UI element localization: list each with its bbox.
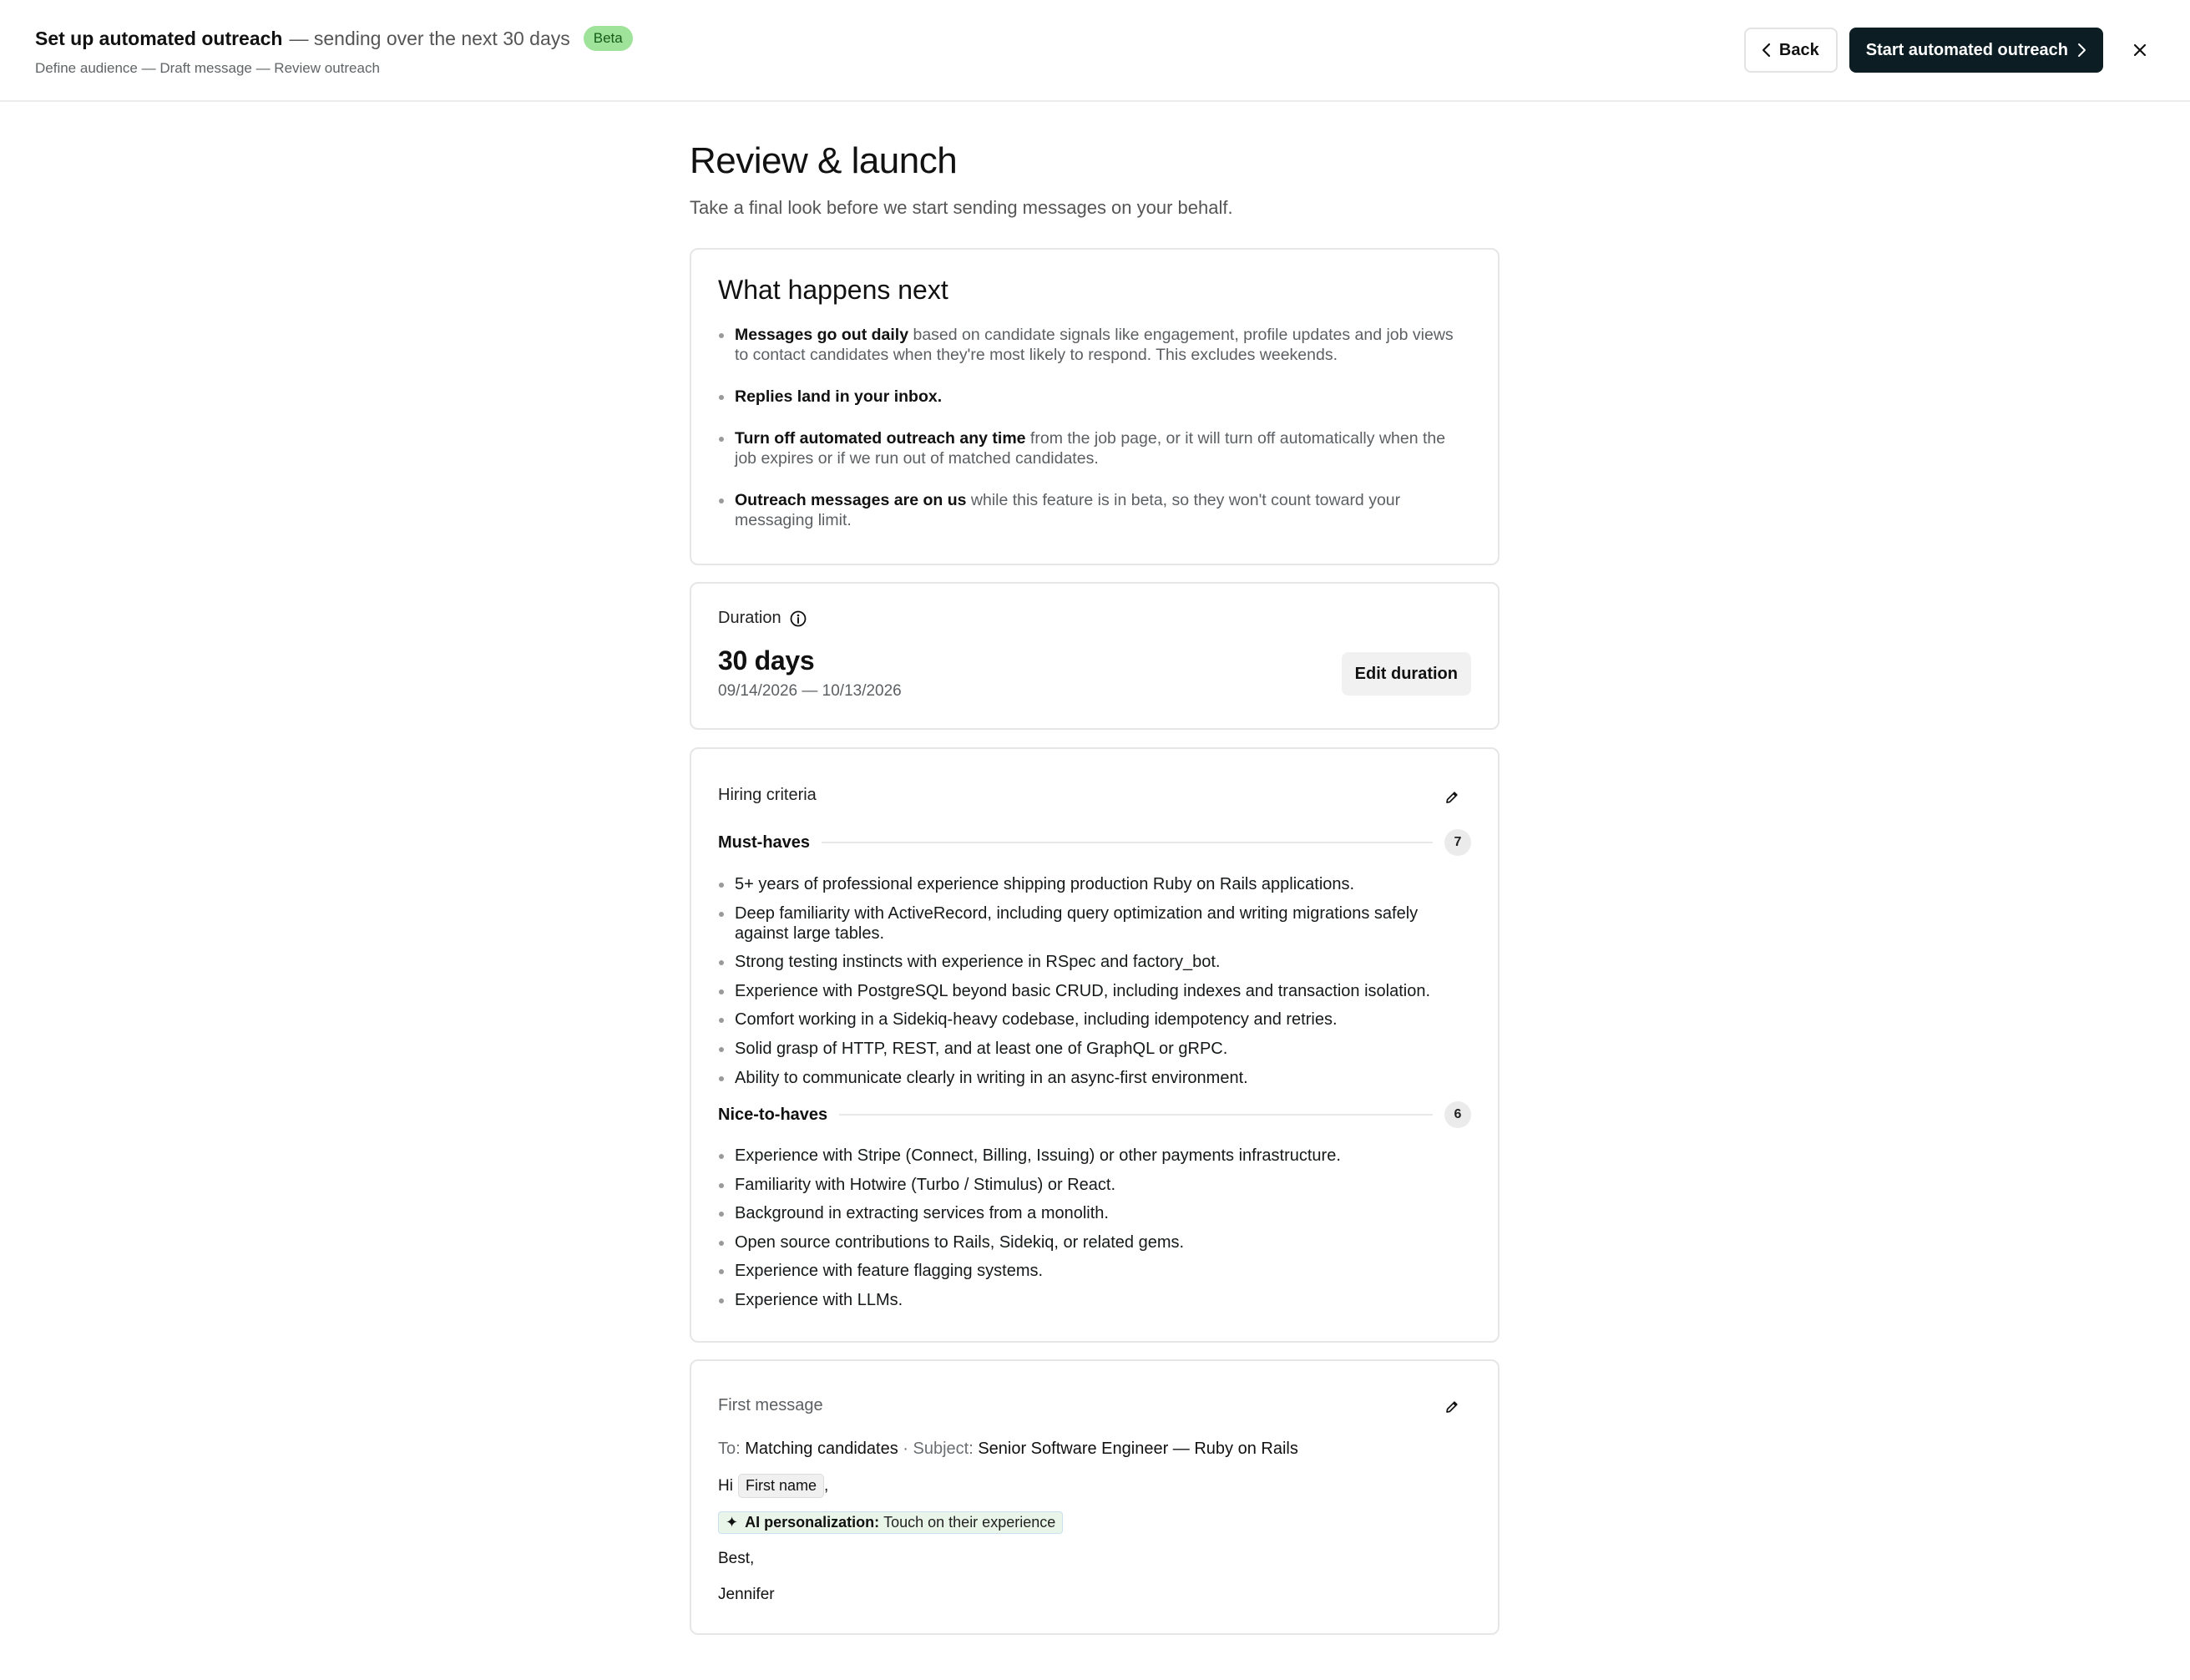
chevron-right-icon — [2076, 43, 2086, 58]
message-signoff: Best, — [718, 1550, 755, 1567]
list-item: Strong testing instincts with experience in RSpec and factory_bot. — [718, 952, 1464, 972]
must-haves-header — [718, 829, 1471, 856]
subject-label: Subject: — [913, 1440, 974, 1458]
what-happens-next-title: What happens next — [718, 275, 948, 305]
duration-label: Duration — [718, 609, 781, 627]
page-heading — [690, 140, 1500, 219]
message-signature: Jennifer — [718, 1586, 775, 1603]
step-breadcrumb: Define audience — Draft message — Review outreach — [35, 60, 380, 76]
greeting-comma: , — [823, 1476, 829, 1495]
page-subtitle: Take a final look before we start sending messages on your behalf. — [690, 197, 1233, 218]
list-item-text: based on candidate signals like engagement, profile updates and job views to contact candidates when they're most likely to respond. This excludes weekends. — [735, 326, 1454, 364]
sparkle-icon: ✦ — [726, 1514, 739, 1531]
pencil-icon — [1444, 1399, 1459, 1414]
hiring-criteria-label: Hiring criteria — [718, 786, 817, 804]
nice-to-haves-header — [718, 1101, 1471, 1128]
header-subtitle: — sending over the next 30 days — [289, 27, 570, 49]
list-item-bold: Outreach messages are on us — [735, 491, 967, 509]
duration-label-row — [718, 609, 807, 628]
divider — [822, 842, 1433, 843]
list-item: Experience with LLMs. — [718, 1290, 1464, 1310]
page-title: Review & launch — [690, 140, 958, 181]
top-bar — [0, 0, 2190, 102]
must-haves-count: 7 — [1444, 829, 1471, 856]
list-item: Background in extracting services from a monolith. — [718, 1203, 1464, 1223]
edit-criteria-button[interactable] — [1439, 785, 1464, 810]
duration-value: 30 days — [718, 645, 815, 676]
edit-message-button[interactable] — [1439, 1394, 1464, 1419]
start-outreach-label: Start automated outreach — [1865, 40, 2068, 59]
list-item: Deep familiarity with ActiveRecord, including query optimization and writing migrations safely against large tables. — [718, 903, 1464, 944]
close-button[interactable] — [2125, 35, 2155, 65]
start-outreach-button[interactable] — [1849, 28, 2103, 73]
list-item — [718, 387, 1471, 407]
list-item: Solid grasp of HTTP, REST, and at least one of GraphQL or gRPC. — [718, 1039, 1464, 1059]
hiring-criteria-card — [690, 747, 1500, 1343]
info-icon[interactable] — [790, 610, 807, 627]
to-value: Matching candidates — [745, 1440, 898, 1458]
message-meta — [718, 1440, 1298, 1459]
duration-card — [690, 582, 1500, 730]
what-happens-next-list — [718, 325, 1471, 552]
list-item-text: from the job page, or it will turn off automatically when the job expires or if we run out of matched candidates. — [735, 429, 1446, 468]
header-title: Set up automated outreach — [35, 27, 283, 49]
ai-personalization-token — [718, 1511, 1063, 1534]
must-haves-title: Must-haves — [718, 832, 811, 852]
header-title-block — [35, 23, 633, 77]
message-greeting — [718, 1474, 828, 1498]
list-item: Experience with feature flagging systems. — [718, 1261, 1464, 1281]
what-happens-next-card — [690, 248, 1500, 565]
meta-separator: · — [898, 1440, 913, 1458]
nice-to-haves-list — [718, 1146, 1464, 1319]
list-item: Ability to communicate clearly in writing in an async-first environment. — [718, 1068, 1464, 1088]
nice-to-haves-count: 6 — [1444, 1101, 1471, 1128]
back-button[interactable] — [1744, 28, 1838, 73]
first-message-card — [690, 1359, 1500, 1635]
list-item-text: while this feature is in beta, so they won't count toward your messaging limit. — [735, 491, 1401, 529]
pencil-icon — [1444, 790, 1459, 805]
list-item: Familiarity with Hotwire (Turbo / Stimulus) or React. — [718, 1175, 1464, 1195]
subject-value: Senior Software Engineer — Ruby on Rails — [978, 1440, 1298, 1458]
ai-personalization-text: Touch on their experience — [883, 1514, 1056, 1531]
list-item — [718, 490, 1471, 530]
header-title-row — [35, 23, 633, 53]
duration-dates: 09/14/2026 — 10/13/2026 — [718, 682, 902, 700]
greeting-text: Hi — [718, 1476, 733, 1495]
list-item-bold: Replies land in your inbox. — [735, 387, 943, 406]
beta-badge: Beta — [584, 26, 633, 51]
list-item: Experience with Stripe (Connect, Billing, Issuing) or other payments infrastructure. — [718, 1146, 1464, 1166]
list-item: Experience with PostgreSQL beyond basic CRUD, including indexes and transaction isolation. — [718, 981, 1464, 1001]
header-actions — [1744, 28, 2155, 73]
list-item-bold: Turn off automated outreach any time — [735, 429, 1026, 448]
list-item — [718, 428, 1471, 468]
nice-to-haves-title: Nice-to-haves — [718, 1105, 828, 1124]
edit-duration-button[interactable]: Edit duration — [1342, 652, 1471, 696]
divider — [839, 1114, 1433, 1116]
first-message-label: First message — [718, 1396, 823, 1414]
chevron-left-icon — [1761, 43, 1773, 58]
list-item-bold: Messages go out daily — [735, 326, 909, 344]
first-name-token: First name — [738, 1474, 824, 1498]
must-haves-list — [718, 874, 1464, 1096]
list-item — [718, 325, 1471, 365]
list-item: Open source contributions to Rails, Sidekiq, or related gems. — [718, 1232, 1464, 1252]
list-item: Comfort working in a Sidekiq-heavy codebase, including idempotency and retries. — [718, 1010, 1464, 1030]
to-label: To: — [718, 1440, 741, 1458]
back-button-label: Back — [1778, 40, 1819, 59]
ai-personalization-label: AI personalization: — [745, 1514, 880, 1531]
list-item: 5+ years of professional experience shipping production Ruby on Rails applications. — [718, 874, 1464, 894]
close-icon — [2133, 43, 2147, 57]
